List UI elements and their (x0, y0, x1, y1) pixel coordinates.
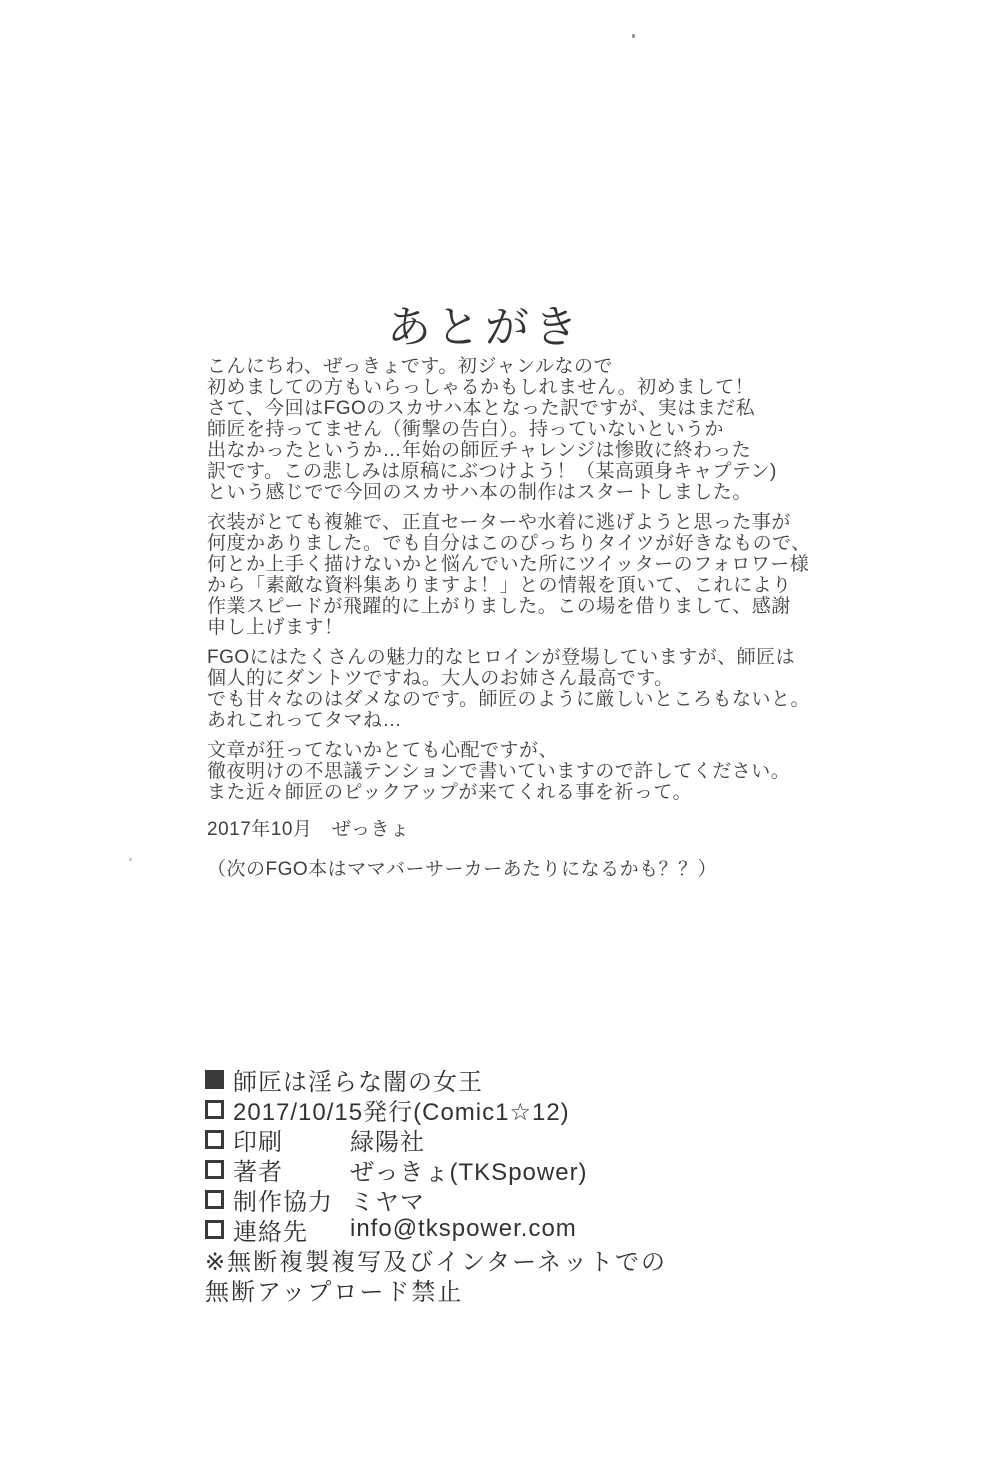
text-line: さて、今回はFGOのスカサハ本となった訳ですが、実はまだ私 (207, 398, 756, 419)
colophon-book-title-row (205, 1064, 765, 1094)
text-line: 個人的にダントツですね。大人のお姉さん最高です。 (207, 668, 674, 689)
afterword-paragraph (207, 647, 847, 731)
row-value: 緑陽社 (350, 1128, 425, 1156)
row-label: 印刷 (233, 1128, 283, 1156)
copyright-notice-line: 無断アップロード禁止 (205, 1278, 464, 1306)
text-line: 申し上げます！ (207, 617, 344, 638)
colophon (205, 1064, 765, 1304)
text-line: FGOにはたくさんの魅力的なヒロインが登場していますが、師匠は (207, 647, 796, 668)
text-line: 初めましての方もいらっしゃるかもしれません。初めまして！ (207, 377, 755, 398)
text-line: 作業スピードが飛躍的に上がりました。この場を借りまして、感謝 (207, 596, 791, 617)
afterword-paragraph (207, 740, 847, 803)
row-value: ミヤマ (350, 1188, 425, 1216)
open-square-bullet (205, 1160, 224, 1179)
text-line: から「素敵な資料集ありますよ！」との情報を頂いて、これにより (207, 575, 792, 596)
open-square-bullet (205, 1100, 224, 1119)
colophon-row-author (205, 1154, 765, 1184)
colophon-row-contact (205, 1214, 765, 1244)
copyright-notice-line: ※無断複製複写及びインターネットでの (205, 1248, 667, 1276)
row-label: 連絡先 (233, 1218, 308, 1246)
text-line: 文章が狂ってないかとても心配ですが、 (207, 740, 559, 761)
open-square-bullet (205, 1190, 224, 1209)
postscript-line: （次のFGO本はママバーサーカーあたりになるかも？？） (207, 859, 718, 880)
row-value: ぜっきょ(TKSpower) (350, 1158, 588, 1186)
afterword-body (207, 356, 847, 880)
text-line: 徹夜明けの不思議テンションで書いていますので許してください。 (207, 761, 791, 782)
text-line: あれこれってタマね… (207, 710, 403, 731)
colophon-row-production-help (205, 1184, 765, 1214)
text-line: こんにちわ、ぜっきょです。初ジャンルなので (207, 356, 613, 377)
text-line: という感じでで今回のスカサハ本の制作はスタートしました。 (207, 482, 752, 503)
text-line: 出なかったというか…年始の師匠チャレンジは惨敗に終わった (207, 440, 752, 461)
row-label: 著者 (233, 1158, 283, 1186)
row-label: 制作協力 (233, 1188, 333, 1216)
row-value: info@tkspower.com (350, 1215, 577, 1242)
publication-info: 2017/10/15発行(Comic1☆12) (233, 1098, 570, 1126)
open-square-bullet (205, 1130, 224, 1149)
open-square-bullet (205, 1220, 224, 1239)
text-line: でも甘々なのはダメなのです。師匠のように厳しいところもないと。 (207, 689, 810, 710)
afterword-title: あとがき (387, 303, 583, 352)
text-line: 訳です。この悲しみは原稿にぶつけよう！（某高頭身キャプテン) (207, 461, 777, 482)
filled-square-bullet (205, 1070, 224, 1089)
text-line: また近々師匠のピックアップが来てくれる事を祈って。 (207, 782, 693, 803)
afterword-paragraph (207, 512, 847, 638)
book-title: 師匠は淫らな闇の女王 (233, 1068, 483, 1096)
text-line: 師匠を持ってません（衝撃の告白）。持っていないというか (207, 419, 725, 440)
date-signature-line: 2017年10月 ぜっきょ (207, 819, 410, 840)
colophon-row-printer (205, 1124, 765, 1154)
scan-speck (632, 34, 635, 38)
scan-speck (129, 858, 132, 861)
afterword-paragraph (207, 356, 847, 503)
text-line: 何とか上手く描けないかと悩んでいた所にツイッターのフォロワー様 (207, 554, 810, 575)
text-line: 何度かありました。でも自分はこのぴっちりタイツが好きなもので、 (207, 533, 811, 554)
text-line: 衣装がとても複雑で、正直セーターや水着に逃げようと思った事が (207, 512, 791, 533)
colophon-publication-row (205, 1094, 765, 1124)
